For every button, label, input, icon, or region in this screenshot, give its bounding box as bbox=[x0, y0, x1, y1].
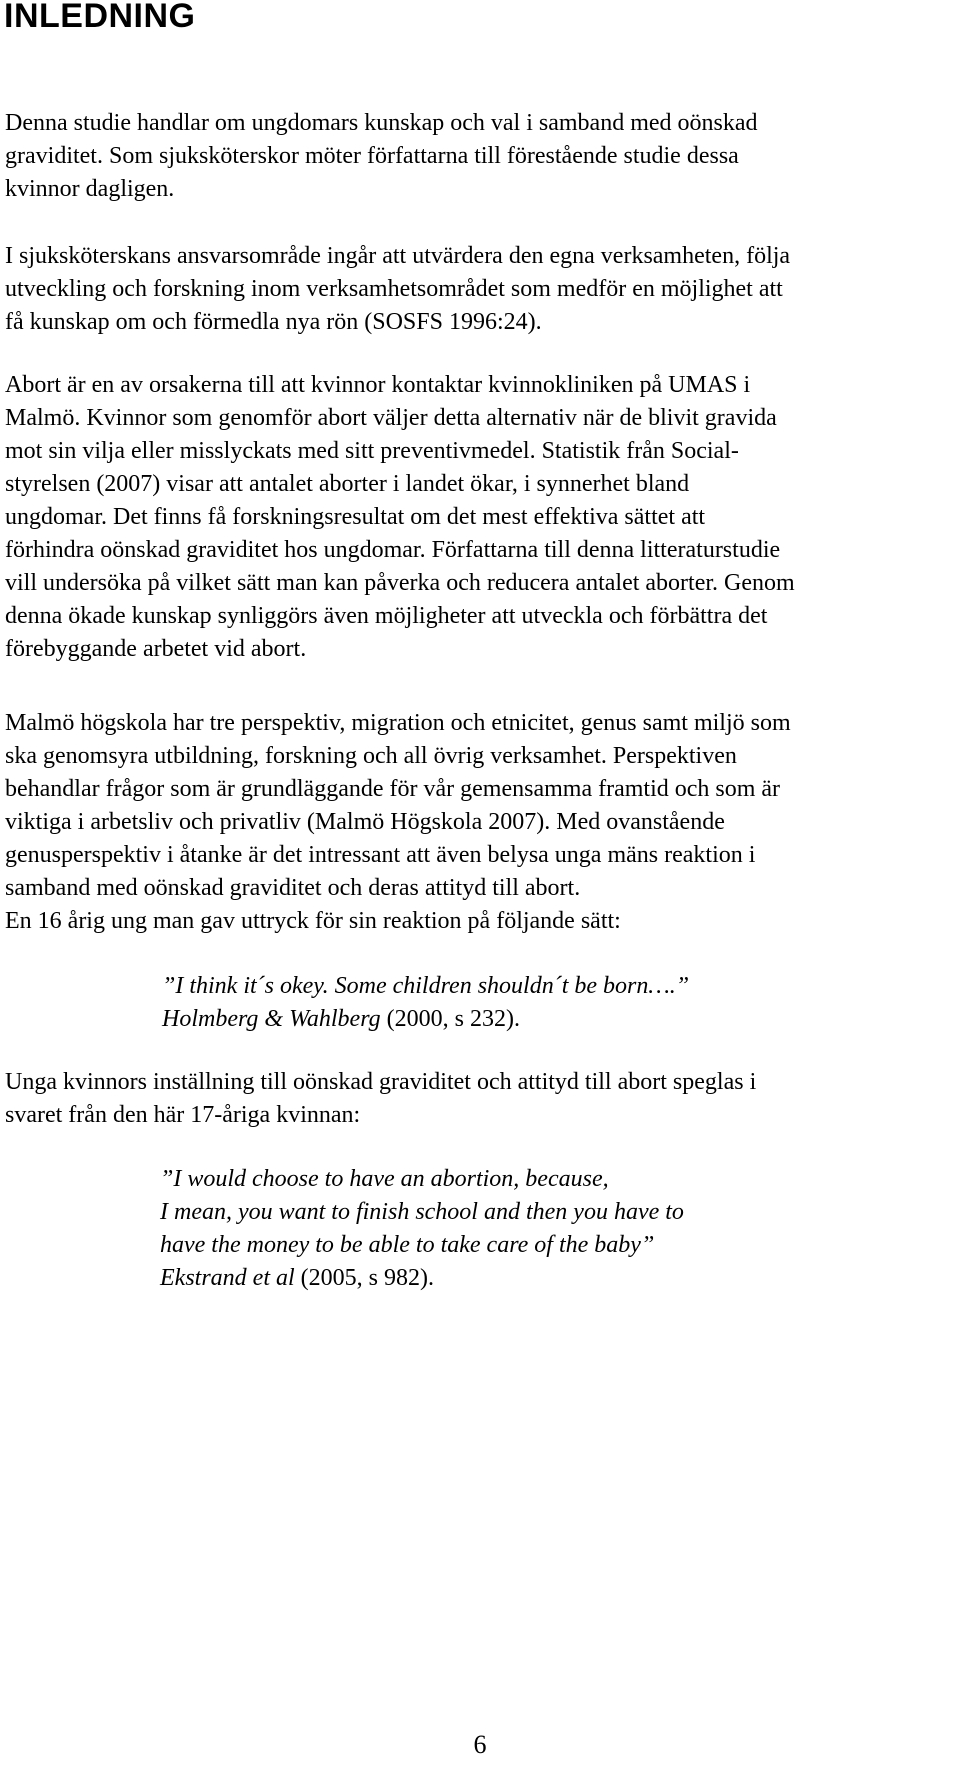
paragraph-responsibility bbox=[5, 240, 950, 339]
paragraph-perspectives bbox=[5, 707, 950, 938]
quote-citation bbox=[162, 1003, 922, 1036]
citation-authors: Holmberg & Wahlberg bbox=[162, 1006, 381, 1032]
quote-text: ”I would choose to have an abortion, because, I mean, you want to finish school and then you have to have the money to be able to take care of the baby” bbox=[160, 1166, 684, 1258]
page-number: 6 bbox=[473, 1730, 487, 1759]
section-heading: INLEDNING bbox=[4, 0, 196, 35]
paragraph-intro bbox=[5, 107, 950, 206]
block-quote-young-woman bbox=[160, 1163, 920, 1295]
paragraph-young-women bbox=[5, 1066, 950, 1132]
paragraph-text: I sjuksköterskans ansvarsområde ingår att utvärdera den egna verksamheten, följa utveckling och forskning inom verksamhetsområdet som medför en möjlighet att få kunskap om och förmedla nya rön (SOSFS 1996:24). bbox=[5, 243, 791, 335]
paragraph-text: Abort är en av orsakerna till att kvinnor kontaktar kvinnokliniken på UMAS i Malmö. Kvinnor som genomför abort väljer detta alternativ när de blivit gravida mot sin vilja eller misslyckats med sitt preventivmedel. Statistik från Social- styrelsen (2007) visar att antalet aborter i landet ökar, i synnerhet bland ungdomar. Det finns få forskningsresultat om det mest effektiva sättet att förhindra oönskad graviditet hos ungdomar. Författarna till denna litteraturstudie vill undersöka på vilket sätt man kan påverka och reducera antalet aborter. Genom denna ökade kunskap synliggörs även möjligheter att utveckla och förbättra det förebyggande arbetet vid abort. bbox=[5, 372, 795, 662]
paragraph-text: Denna studie handlar om ungdomars kunskap och val i samband med oönskad graviditet. Som sjuksköterskor möter författarna till förestående studie dessa kvinnor dagligen. bbox=[5, 110, 758, 202]
citation-year: (2000, s 232). bbox=[380, 1006, 520, 1032]
paragraph-abortion bbox=[5, 369, 950, 666]
quote-citation bbox=[160, 1262, 920, 1295]
paragraph-text: Unga kvinnors inställning till oönskad graviditet och attityd till abort speglas i svaret från den här 17-åriga kvinnan: bbox=[5, 1069, 757, 1128]
paragraph-text: Malmö högskola har tre perspektiv, migration och etnicitet, genus samt miljö som ska genomsyra utbildning, forskning och all övrig verksamhet. Perspektiven behandlar frågor som är grundläggande för vår gemensamma framtid och som är viktiga i arbetsliv och privatliv (Malmö Högskola 2007). Med ovanstående genusperspektiv i åtanke är det intressant att även belysa unga mäns reaktion i samband med oönskad graviditet och deras attityd till abort. En 16 årig ung man gav uttryck för sin reaktion på följande sätt: bbox=[5, 710, 791, 934]
quote-text: ”I think it´s okey. Some children shouldn´t be born….” bbox=[162, 973, 690, 999]
citation-authors: Ekstrand et al bbox=[160, 1265, 295, 1291]
block-quote-young-man bbox=[162, 970, 922, 1036]
citation-year: (2005, s 982). bbox=[294, 1265, 434, 1291]
